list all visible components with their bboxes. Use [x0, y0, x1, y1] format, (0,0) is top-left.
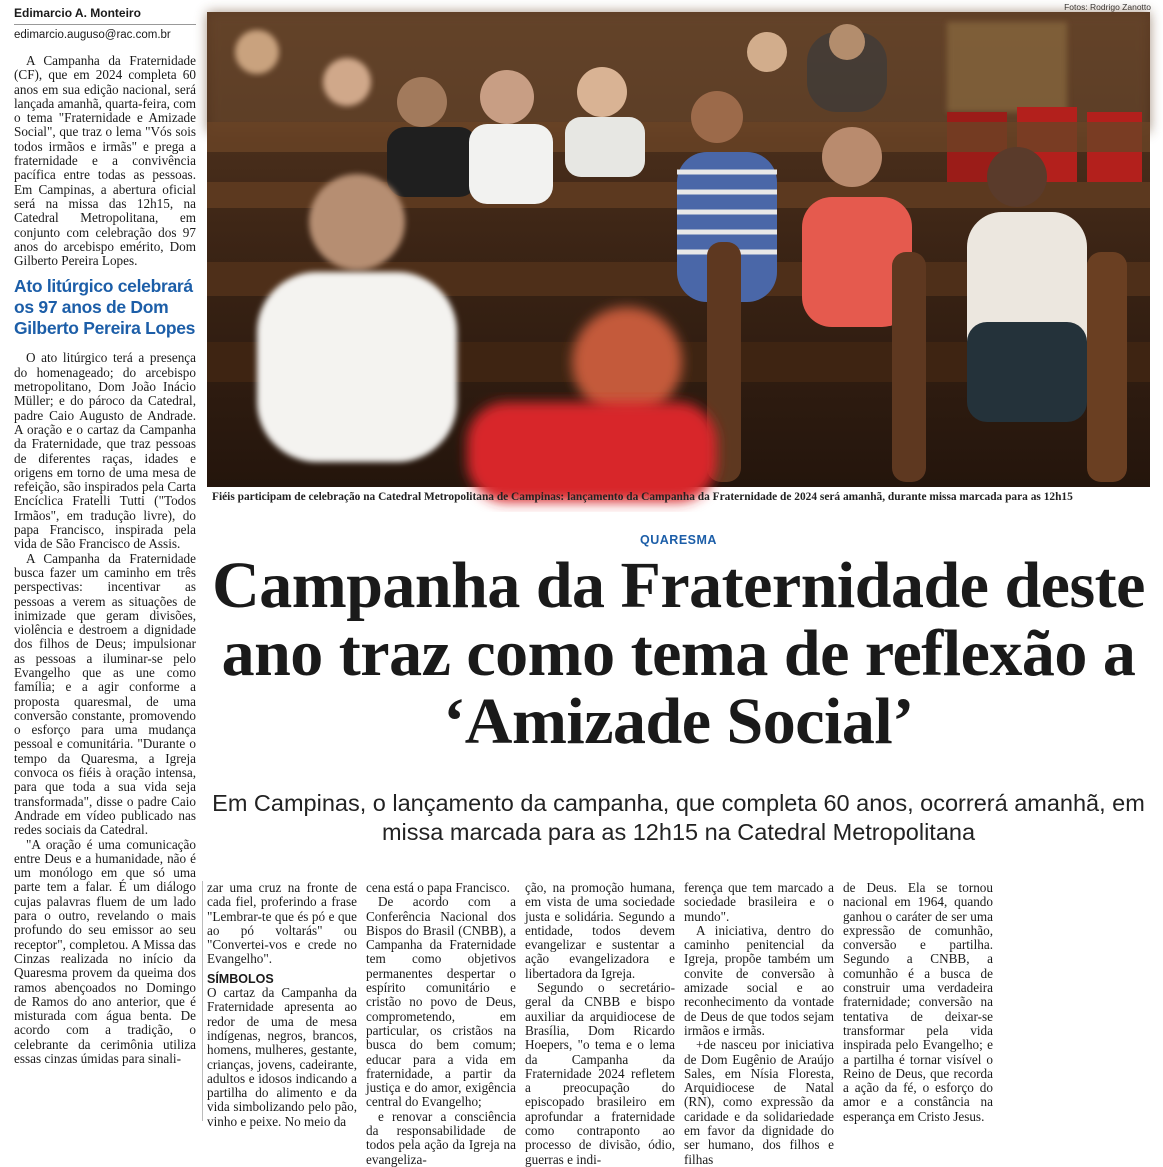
text-column-5: [843, 881, 993, 1167]
body-paragraph: +de nasceu por iniciativa de Dom Eugênio de Araújo Sales, em Nísia Floresta, Arquidiocese de Natal (RN), como expressão da caridade e da solidariedade em favor da dignidade do ser humano, dos filhos e filhas: [684, 1037, 834, 1167]
body-paragraph: ção, na promoção humana, em vista de uma sociedade justa e solidária. Segundo a entidade, todos devem evangelizar e sustentar a ação evangelizadora e libertadora da Igreja.: [525, 880, 675, 981]
left-column: [14, 54, 196, 1066]
text-column-4: [684, 881, 834, 1167]
body-paragraph: A iniciativa, dentro do caminho penitencial da Igreja, propõe também um convite de conversão à amizade social e ao reconhecimento da vontade de Deus de que todos sejam irmãos e irmãs.: [684, 922, 834, 1038]
church-photo-illustration: [207, 12, 1150, 487]
text-column-1: [207, 881, 357, 1167]
headline: Campanha da Fraternidade deste ano traz como tema de reflexão a ‘Amizade Social’: [212, 549, 1145, 758]
bottom-columns: [207, 881, 1156, 1167]
author-name: Edimarcio A. Monteiro: [14, 6, 141, 20]
body-paragraph: de Deus. Ela se tornou nacional em 1964, quando ganhou o caráter de ser uma expressão de comunhão, conversão e partilha. Segundo a CNBB, a comunhão é a busca de construir uma verdadeira fraternidade; conversão na tentativa de deixar-se transformar pela vida inspirada pelo Evangelho; e a partilha é tornar visível o Reino de Deus, que recorda a ação da fé, o esforço do amor e a constância na esperança em Cristo Jesus.: [843, 880, 993, 1124]
text-column-3: [525, 881, 675, 1167]
photo-caption: Fiéis participam de celebração na Catedral Metropolitana de Campinas: lançamento da Campanha da Fraternidade de 2024 será amanhã, durante missa marcada para as 12h15: [212, 491, 1073, 503]
body-paragraph: A Campanha da Fraternidade busca fazer um caminho em três perspectivas: incentivar as pessoas a verem as situações de inimizade que geram divisões, violência e destroem a dignidade dos filhos de Deus; impulsionar as pessoas a iluminar-se pelo Evangelho que as une como família; e a agir conforme a proposta quaresmal, de uma conversão constante, promovendo o esforço para uma mudança pessoal e comunitária. "Durante o tempo da Quaresma, a Igreja convoca os fiéis à oração intensa, para que toda a sua vida seja transformada", disse o padre Caio Andrade em vídeo publicado nas redes sociais da Catedral.: [14, 550, 196, 838]
deck-subtitle: Em Campinas, o lançamento da campanha, que completa 60 anos, ocorrerá amanhã, em missa marcada para as 12h15 na Catedral Metropolitana: [212, 790, 1145, 845]
intro-paragraph: A Campanha da Fraternidade (CF), que em 2024 completa 60 anos em sua edição nacional, será lançada amanhã, quarta-feira, com o tema "Fraternidade e Amizade Social", que traz o lema "Vós sois todos irmãos e irmãs" e prega a fraternidade e a convivência pacífica entre todas as pessoas. Em Campinas, a abertura oficial será na missa das 12h15, na Catedral Metropolitana, em conjunto com celebração dos 97 anos do arcebispo emérito, Dom Gilberto Pereira Lopes.: [14, 53, 196, 269]
byline-rule: [14, 24, 196, 25]
body-paragraph: ferença que tem marcado a sociedade brasileira e o mundo".: [684, 880, 834, 924]
body-paragraph: cena está o papa Francisco.: [366, 880, 510, 895]
section-kicker: QUARESMA: [640, 533, 717, 547]
body-paragraph: Segundo o secretário-geral da CNBB e bispo auxiliar da arquidiocese de Brasília, Dom Ricardo Hoepers, "o tema e o lema da Campanha da Fraternidade 2024 refletem a preocupação do episcopado brasileiro em aprofundar a fraternidade como contraponto ao processo de divisão, ódio, guerras e indi-: [525, 980, 675, 1167]
photo-credit: Fotos: Rodrigo Zanotto: [1064, 2, 1151, 12]
body-paragraph: e renovar a consciência da responsabilidade de todos pela ação da Igreja na evangeliza-: [366, 1108, 516, 1167]
section-heading: SÍMBOLOS: [207, 971, 274, 986]
column-divider: [202, 881, 203, 1121]
author-email[interactable]: edimarcio.auguso@rac.com.br: [14, 29, 171, 41]
byline: [14, 6, 196, 41]
body-paragraph: "A oração é uma comunicação entre Deus e a humanidade, não é um monólogo em que só uma parte tem a falar. É um diálogo cujas palavras fluem de um lado para o outro, revelando o mais profundo do seu emissor ao seu receptor", completou. A Missa das Cinzas realizada no início da Quaresma provem da queima dos ramos abençoados no Domingo de Ramos do ano anterior, que é misturada com água benta. De acordo com a tradição, o celebrante da cerimônia utiliza essas cinzas úmidas para sinali-: [14, 836, 196, 1066]
text-column-2: [366, 881, 516, 1167]
subhead: Ato litúrgico celebrará os 97 anos de Dom Gilberto Pereira Lopes: [14, 276, 196, 339]
church-photo: [207, 12, 1150, 487]
body-paragraph: O ato litúrgico terá a presença do homenageado; do arcebispo metropolitano, Dom João Inácio Müller; e do pároco da Catedral, padre Caio Augusto de Andrade. A oração e o cartaz da Campanha da Fraternidade, que traz pessoas de diferentes raças, idades e origens em torno de uma mesa de refeição, são inspirados pela Carta Encíclica Fratelli Tutti ("Todos Irmãos", em tradução livre), do papa Francisco, inspirada pela vida de São Francisco de Assis.: [14, 350, 196, 552]
body-paragraph: O cartaz da Campanha da Fraternidade apresenta ao redor de uma de mesa indígenas, negros, brancos, homens, mulheres, gestante, crianças, jovens, cadeirante, adultos e idosos indicando a partilha do alimento e da vida simbolizando pelo pão, vinho e peixe. No meio da: [207, 985, 357, 1129]
body-paragraph: De acordo com a Conferência Nacional dos Bispos do Brasil (CNBB), a Campanha da Fraternidade tem como objetivos permanentes despertar o espírito comunitário e cristão no povo de Deus, comprometendo, em particular, os cristãos na busca do bem comum; educar para a vida em fraternidade, a partir da justiça e do amor, exigência central do Evangelho;: [366, 894, 516, 1110]
body-paragraph: zar uma cruz na fronte de cada fiel, proferindo a frase "Lembrar-te que és pó e que ao pó voltarás" ou "Convertei-vos e crede no Evangelho".: [207, 880, 357, 967]
